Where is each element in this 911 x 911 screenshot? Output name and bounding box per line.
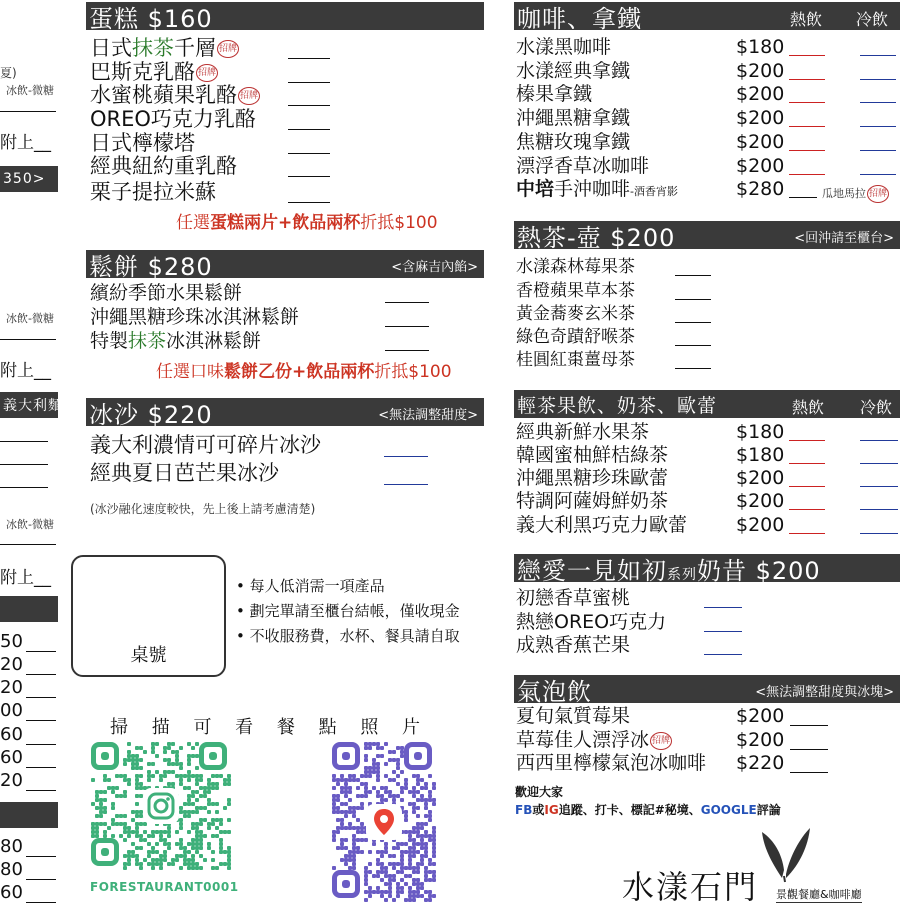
hot-order-blank[interactable] [789, 174, 825, 175]
order-blank[interactable] [675, 345, 711, 346]
left-edge-note: 夏) [0, 66, 17, 80]
table-number-box[interactable] [71, 555, 226, 677]
left-edge-price: 20 [0, 770, 23, 791]
order-blank[interactable] [385, 302, 429, 303]
coffee-price: $200 [736, 131, 785, 153]
social-line: FB或IG追蹤、打卡、標記#秘境、GOOGLE評論 [515, 803, 781, 817]
order-blank[interactable] [288, 202, 330, 203]
order-blank[interactable] [384, 456, 428, 457]
hot-tea-item[interactable]: 綠色奇蹟舒喉茶 [516, 327, 635, 347]
waffle-item[interactable]: 繽紛季節水果鬆餅 [90, 282, 243, 304]
smoothie-item[interactable]: 經典夏日芭芒果冰沙 [90, 461, 279, 485]
coffee-price: $200 [736, 83, 785, 105]
order-blank[interactable] [384, 484, 428, 485]
light-tea-cold-label: 冷飲 [860, 398, 893, 417]
cake-item[interactable]: 經典紐約重乳酪 [90, 154, 237, 178]
sparkling-header [514, 675, 900, 706]
left-edge-note: 350> [3, 171, 46, 187]
cold-order-blank[interactable] [860, 102, 896, 103]
left-edge-note: 義大利麵 [3, 398, 63, 414]
hot-order-blank[interactable] [789, 126, 825, 127]
hot-order-blank[interactable] [789, 509, 825, 510]
cold-order-blank[interactable] [860, 79, 896, 80]
coffee-price: $180 [736, 36, 785, 58]
waffle-header [86, 250, 484, 281]
order-blank[interactable] [790, 725, 828, 726]
order-blank[interactable] [288, 129, 330, 130]
order-blank[interactable] [675, 275, 711, 276]
cake-item[interactable]: OREO巧克力乳酪 [90, 107, 256, 131]
coffee-item[interactable]: 水漾黑咖啡 [516, 36, 612, 58]
left-edge-price: 80 [0, 836, 23, 857]
cold-order-blank[interactable] [860, 533, 898, 534]
coffee-title: 咖啡、拿鐵 [517, 4, 642, 33]
sparkling-note: <無法調整甜度與冰塊> [755, 685, 894, 700]
qr-finder-pattern [91, 742, 119, 770]
left-edge-price: 20 [0, 654, 23, 675]
sparkling-price: $220 [736, 752, 785, 774]
coffee-hot-label: 熱飲 [790, 10, 823, 29]
left-edge-note: 冰飲-微糖 [6, 84, 54, 97]
milkshake-title: 戀愛一見如初系列奶昔 $200 [517, 556, 821, 585]
hot-order-blank[interactable] [789, 463, 825, 464]
scan-title: 掃 描 可 看 餐 點 照 片 [110, 717, 430, 738]
rule-item: • 劃完單請至櫃台結帳，僅收現金 [236, 602, 460, 620]
welcome-line: 歡迎大家 [515, 785, 564, 799]
waffle-item[interactable]: 特製抹茶冰淇淋鬆餅 [90, 330, 262, 352]
order-blank[interactable] [385, 350, 429, 351]
smoothie-title: 冰沙 $220 [89, 400, 213, 429]
smoothie-note: <無法調整甜度> [378, 408, 478, 423]
order-blank[interactable] [704, 654, 742, 655]
left-edge-note: 冰飲-微糖 [6, 312, 54, 325]
hot-tea-title: 熱茶-壺 $200 [517, 223, 676, 252]
signature-badge-icon: 招牌 [650, 732, 672, 750]
sparkling-price: $200 [736, 729, 785, 751]
left-edge-price: 60 [0, 724, 23, 745]
order-blank[interactable] [704, 631, 742, 632]
cake-item[interactable]: 栗子提拉米蘇 [90, 180, 216, 204]
light-tea-price: $200 [736, 490, 785, 512]
light-tea-price: $200 [736, 467, 785, 489]
signature-badge-icon: 招牌 [238, 87, 260, 105]
left-edge-price: 20 [0, 677, 23, 698]
cold-order-blank[interactable] [860, 55, 896, 56]
milkshake-item[interactable]: 成熟香蕉芒果 [516, 634, 631, 656]
light-tea-item[interactable]: 沖繩黑糖珍珠歐蕾 [516, 467, 669, 489]
light-tea-title: 輕茶果飲、奶茶、歐蕾 [517, 394, 718, 417]
order-blank[interactable] [288, 176, 330, 177]
cake-item[interactable]: 日式抹茶千層 招牌 [90, 36, 237, 60]
order-blank[interactable] [288, 82, 330, 83]
signature-badge-icon: 招牌 [217, 40, 239, 58]
waffle-promo: 任選口味鬆餅乙份+飲品兩杯折抵$100 [156, 362, 452, 382]
brand-name: 水漾石門 [622, 868, 759, 906]
cold-order-blank[interactable] [860, 126, 896, 127]
sparkling-item[interactable]: 草莓佳人漂浮冰 招牌 [516, 729, 671, 751]
table-number-label: 桌號 [130, 645, 167, 666]
milkshake-item[interactable]: 熱戀OREO巧克力 [516, 611, 667, 633]
rule-item: • 每人低消需一項產品 [236, 577, 385, 595]
pourover-price: $280 [736, 178, 785, 200]
left-edge-note: 附上__ [0, 361, 51, 381]
order-blank[interactable] [675, 368, 711, 369]
light-tea-header [514, 390, 900, 418]
waffle-item[interactable]: 沖繩黑糖珍珠冰淇淋鬆餅 [90, 306, 300, 328]
coffee-price: $200 [736, 60, 785, 82]
smoothie-footnote: (冰沙融化速度較快，先上後上請考慮清楚) [90, 502, 316, 516]
sparkling-item[interactable]: 西西里檸檬氣泡冰咖啡 [516, 752, 707, 774]
hot-order-blank[interactable] [789, 533, 825, 534]
cold-order-blank[interactable] [860, 463, 898, 464]
rule-item: • 不收服務費，水杯、餐具請自取 [236, 627, 460, 645]
coffee-item[interactable]: 沖繩黑糖拿鐵 [516, 107, 631, 129]
qr-finder-pattern [91, 838, 119, 866]
google-maps-qr-code[interactable] [332, 742, 437, 902]
coffee-price: $200 [736, 155, 785, 177]
brand-subtitle: 景觀餐廳&咖啡廳 [776, 888, 862, 901]
qr-finder-pattern [332, 742, 360, 770]
hot-order-blank[interactable] [789, 102, 825, 103]
coffee-item[interactable]: 漂浮香草冰咖啡 [516, 155, 650, 177]
light-tea-item[interactable]: 韓國蜜柚鮮桔綠茶 [516, 444, 669, 466]
light-tea-item[interactable]: 特調阿薩姆鮮奶茶 [516, 490, 669, 512]
cake-item[interactable]: 巴斯克乳酪 招牌 [90, 60, 216, 84]
left-edge-note: 附上__ [0, 133, 51, 153]
hot-tea-item[interactable]: 黃金蕎麥玄米茶 [516, 304, 635, 324]
cake-item[interactable]: 日式檸檬塔 [90, 131, 195, 155]
hot-tea-note: <回沖請至櫃台> [794, 231, 894, 246]
waffle-title: 鬆餅 $280 [89, 252, 213, 281]
cold-order-blank[interactable] [860, 509, 898, 510]
butterfly-icon [760, 826, 812, 884]
coffee-header [514, 2, 900, 33]
milkshake-header [514, 554, 900, 585]
hot-tea-item[interactable]: 桂圓紅棗薑母茶 [516, 350, 635, 370]
hot-order-blank[interactable] [789, 55, 825, 56]
cake-title: 蛋糕 $160 [89, 4, 213, 33]
instagram-qr-code[interactable] [91, 742, 233, 870]
sparkling-price: $200 [736, 705, 785, 727]
qr-finder-pattern [199, 742, 227, 770]
cake-promo: 任選蛋糕兩片+飲品兩杯折抵$100 [176, 213, 438, 233]
left-edge-price: 80 [0, 859, 23, 880]
light-tea-price: $180 [736, 421, 785, 443]
order-blank[interactable] [675, 299, 711, 300]
light-tea-item[interactable]: 經典新鮮水果茶 [516, 421, 650, 443]
hot-order-blank[interactable] [789, 486, 825, 487]
left-edge-price: 60 [0, 747, 23, 768]
order-blank[interactable] [288, 105, 330, 106]
order-blank[interactable] [790, 749, 828, 750]
signature-badge-icon: 招牌 [196, 64, 218, 82]
hot-tea-header [514, 221, 900, 252]
sparkling-title: 氣泡飲 [517, 677, 592, 706]
cold-order-blank[interactable] [860, 174, 896, 175]
cake-header [86, 2, 484, 33]
hot-tea-item[interactable]: 水漾森林莓果茶 [516, 257, 635, 277]
cold-order-blank[interactable] [860, 486, 898, 487]
smoothie-item[interactable]: 義大利濃情可可碎片冰沙 [90, 433, 321, 457]
order-blank[interactable] [288, 58, 330, 59]
left-edge-column [0, 0, 62, 911]
light-tea-price: $180 [736, 444, 785, 466]
left-edge-price: 00 [0, 700, 23, 721]
left-edge-price: 50 [0, 631, 23, 652]
hot-order-blank[interactable] [789, 79, 825, 80]
pourover-item[interactable]: 中培手沖咖啡-酒香宵影 [516, 178, 679, 200]
left-edge-price: 60 [0, 882, 23, 903]
waffle-note: <含麻吉內餡> [391, 260, 478, 275]
order-blank[interactable] [675, 322, 711, 323]
pourover-alt: 瓜地馬拉 招牌 [822, 185, 889, 203]
qr-finder-pattern [332, 870, 360, 898]
light-tea-price: $200 [736, 514, 785, 536]
cold-order-blank[interactable] [860, 150, 896, 151]
order-blank[interactable] [385, 326, 429, 327]
left-edge-note: 冰飲-微糖 [6, 518, 54, 531]
coffee-price: $200 [736, 107, 785, 129]
order-blank[interactable] [790, 772, 828, 773]
hot-tea-item[interactable]: 香橙蘋果草本茶 [516, 281, 635, 301]
cake-item[interactable]: 水蜜桃蘋果乳酪 招牌 [90, 83, 258, 107]
cold-order-blank[interactable] [860, 440, 898, 441]
sparkling-item[interactable]: 夏旬氣質莓果 [516, 705, 631, 727]
hot-order-blank[interactable] [789, 440, 825, 441]
instagram-icon [143, 788, 179, 824]
instagram-caption: FORESTAURANT0001 [90, 880, 239, 894]
hot-order-blank[interactable] [789, 150, 825, 151]
light-tea-item[interactable]: 義大利黑巧克力歐蕾 [516, 514, 688, 536]
coffee-item[interactable]: 焦糖玫瑰拿鐵 [516, 131, 631, 153]
coffee-cold-label: 冷飲 [856, 10, 889, 29]
qr-finder-pattern [404, 742, 432, 770]
order-blank[interactable] [288, 153, 330, 154]
left-edge-note: 附上__ [0, 568, 51, 588]
light-tea-hot-label: 熱飲 [792, 398, 825, 417]
smoothie-header [86, 398, 484, 429]
order-blank[interactable] [704, 607, 742, 608]
coffee-item[interactable]: 榛果拿鐵 [516, 83, 593, 105]
coffee-item[interactable]: 水漾經典拿鐵 [516, 60, 631, 82]
map-pin-icon [366, 804, 402, 840]
milkshake-item[interactable]: 初戀香草蜜桃 [516, 587, 631, 609]
